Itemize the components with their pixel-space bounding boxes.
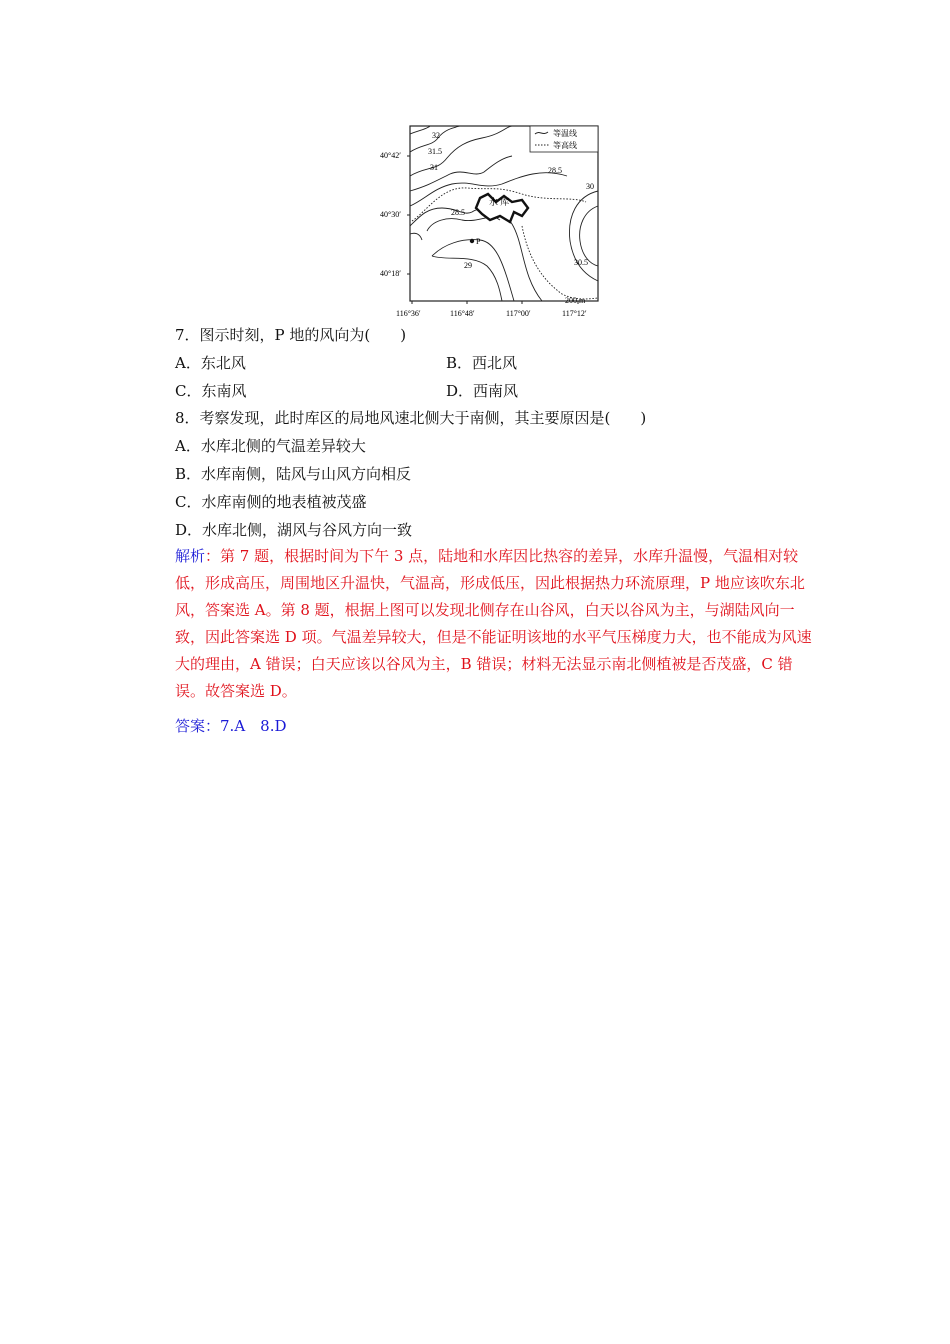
analysis-paragraph (175, 543, 815, 705)
answer-text: ：7.A 8.D (205, 717, 287, 735)
isotherm-label-30: 30 (586, 182, 594, 191)
isotherm-label-31: 31 (430, 163, 438, 172)
q8-option-c: C．水库南侧的地表植被茂盛 (175, 493, 367, 511)
legend-contour: 等高线 (553, 141, 577, 150)
lon-label-116-36: 116°36′ (396, 309, 421, 318)
isotherm-label-31-5: 31.5 (428, 147, 442, 156)
isotherm-label-32: 32 (432, 131, 440, 140)
lat-label-40-42: 40°42′ (380, 151, 401, 160)
point-p-marker (470, 239, 474, 243)
isotherm-label-28-5-b: 28.5 (451, 208, 465, 217)
q7-stem: 7．图示时刻，P 地的风向为( ) (175, 326, 407, 344)
answer-label: 答案 (175, 717, 206, 735)
q7-option-a: A．东北风 (175, 354, 246, 372)
lon-label-116-48: 116°48′ (450, 309, 475, 318)
answer-line (175, 716, 287, 736)
q8-option-d: D．水库北侧，湖风与谷风方向一致 (175, 521, 413, 539)
q7-option-c: C．东南风 (175, 382, 247, 400)
analysis-label: 解析 (175, 547, 206, 565)
q8-stem: 8．考察发现，此时库区的局地风速北侧大于南侧，其主要原因是( ) (175, 409, 647, 427)
point-p-label: P (476, 237, 481, 246)
legend-isotherm: 等温线 (553, 129, 577, 138)
lat-label-40-30: 40°30′ (380, 210, 401, 219)
q8-option-b: B．水库南侧，陆风与山风方向相反 (175, 465, 412, 483)
lat-label-40-18: 40°18′ (380, 269, 401, 278)
q7-option-d: D．西南风 (446, 382, 519, 400)
q8-option-a: A．水库北侧的气温差异较大 (175, 437, 366, 455)
reservoir-label: 水 库 (489, 197, 510, 207)
isotherm-label-28-5-a: 28.5 (548, 166, 562, 175)
isotherm-label-29: 29 (464, 261, 472, 270)
contour-label-200m: 200 m (565, 296, 586, 305)
lon-label-117-00: 117°00′ (506, 309, 531, 318)
q7-option-b: B．西北风 (446, 354, 518, 372)
reservoir-isotherm-map (372, 116, 616, 322)
lon-label-117-12: 117°12′ (562, 309, 587, 318)
analysis-text: ：第 7 题，根据时间为下午 3 点，陆地和水库因比热容的差异，水库升温慢，气温相对较低，形成高压，周围地区升温快，气温高，形成低压，因此根据热力环流原理，P 地应该吹东北风，答案选 A。第 8 题，根据上图可以发现北侧存在山谷风，白天以谷风为主，与湖陆风向一致，因此答案选 D 项。气温差异较大，但是不能证明该地的水平气压梯度力大，也不能成为风速大的理由，A 错误；白天应该以谷风为主，B 错误；材料无法显示南北侧植被是否茂盛，C 错误。故答案选 D。 (175, 547, 812, 700)
isotherm-label-30-5: 30.5 (574, 258, 588, 267)
